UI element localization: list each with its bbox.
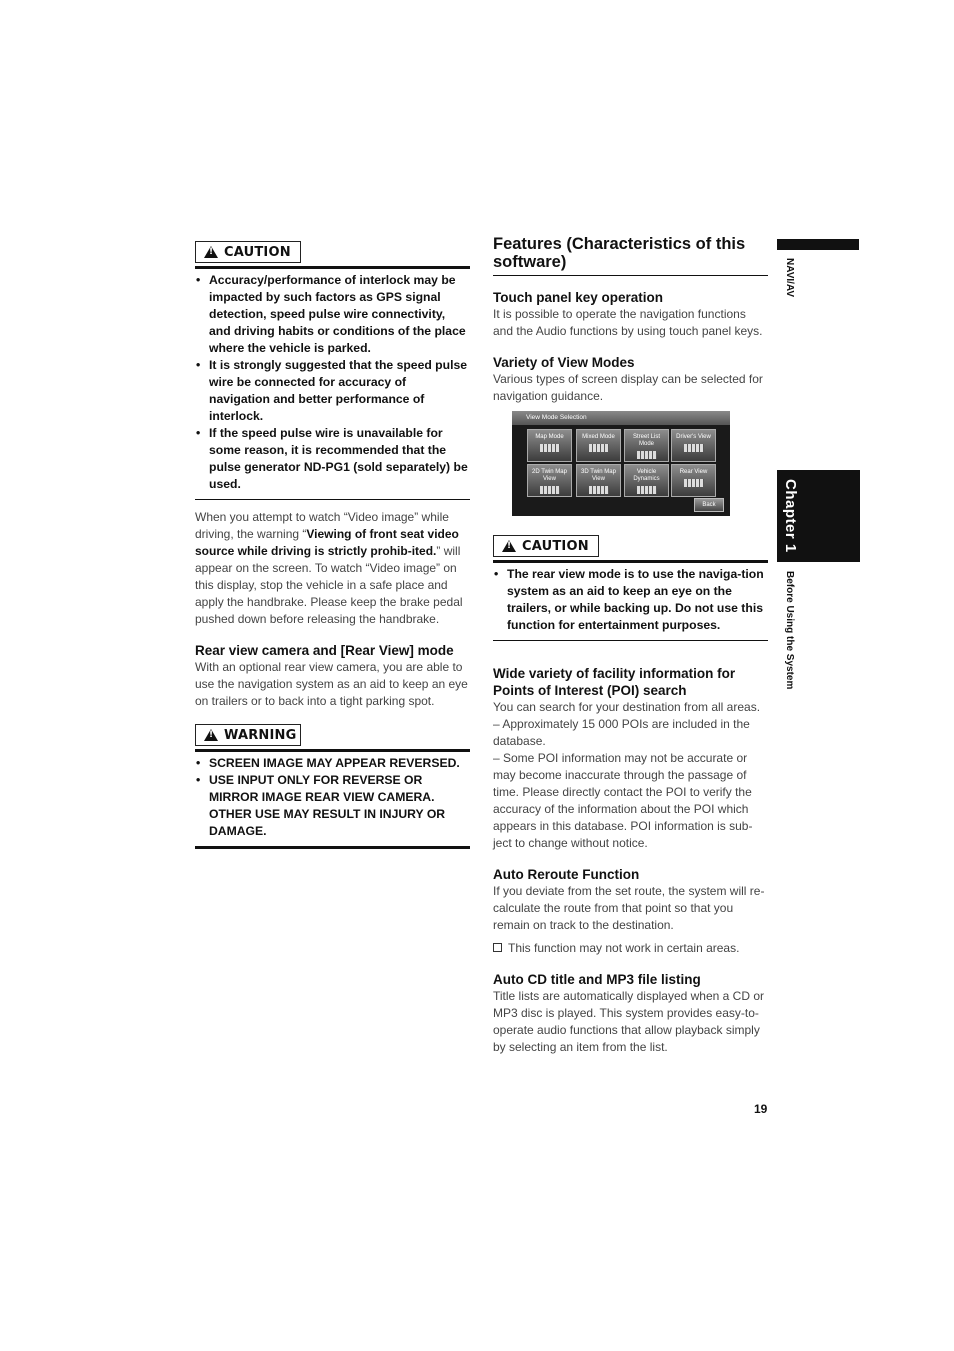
page-number: 19 xyxy=(754,1102,768,1116)
video-warning-paragraph xyxy=(195,509,470,628)
rear-view-body: With an optional rear view camera, you are able to use the navigation system as an aid to keep an eye on trailers or to back into a tight parking spot. xyxy=(195,660,468,708)
screen-title: View Mode Selection xyxy=(512,411,730,425)
warning-label xyxy=(195,724,301,746)
tile-label: Driver's View xyxy=(676,434,711,440)
tile-mixed-mode xyxy=(576,429,621,462)
view-modes-heading: Variety of View Modes xyxy=(493,355,635,370)
touch-panel-body: It is possible to operate the navigation functions and the Audio functions by using touch panel keys. xyxy=(493,307,763,338)
reroute-body: If you deviate from the set route, the system will re-calculate the route from that point so that you remain on track to the destination. xyxy=(493,884,765,932)
caution-label-2 xyxy=(493,535,599,557)
tile-street-list-mode xyxy=(624,429,669,462)
tile-2d-twin-map xyxy=(527,464,572,497)
tile-label: Map Mode xyxy=(535,434,564,440)
reroute-heading: Auto Reroute Function xyxy=(493,867,640,882)
tile-label: Rear View xyxy=(679,469,708,475)
reroute-note xyxy=(493,940,768,957)
tile-label: Street List Mode xyxy=(632,434,660,447)
tile-drivers-view xyxy=(671,429,716,462)
warning-box xyxy=(195,749,470,849)
tile-preview-icon xyxy=(637,451,657,459)
view-modes-body: Various types of screen display can be selected for navigation guidance. xyxy=(493,372,763,403)
right-column xyxy=(493,235,768,1056)
caution-label-text: CAUTION xyxy=(224,244,291,260)
tile-preview-icon xyxy=(637,486,657,494)
warning-item: • USE INPUT ONLY FOR REVERSE OR MIRROR IMAGE REAR VIEW CAMERA. OTHER USE MAY RESULT IN INJURY OR DAMAGE. xyxy=(195,772,470,840)
left-column xyxy=(195,241,470,849)
caution-label-text: CAUTION xyxy=(522,538,589,554)
cd-body: Title lists are automatically displayed when a CD or MP3 disc is played. This system provides easy-to-operate audio functions that allow playback simply by selecting an item from the list. xyxy=(493,989,765,1054)
tile-rear-view xyxy=(671,464,716,497)
poi-heading: Wide variety of facility information for Points of Interest (POI) search xyxy=(493,666,736,698)
tile-vehicle-dynamics xyxy=(624,464,669,497)
caution-item: • The rear view mode is to use the naviga-tion system as an aid to keep an eye on the trailers, or while backing up. Do not use this function for entertainment purposes. xyxy=(493,566,768,634)
caution-item: • If the speed pulse wire is unavailable for some reason, it is recommended that the pulse generator ND-PG1 (sold separately) be used. xyxy=(195,425,470,493)
tile-preview-icon xyxy=(589,486,609,494)
note-checkbox-icon xyxy=(493,943,502,952)
tile-map-mode xyxy=(527,429,572,462)
rear-view-heading: Rear view camera and [Rear View] mode xyxy=(195,643,454,658)
cd-heading: Auto CD title and MP3 file listing xyxy=(493,972,701,987)
section-label: Before Using the System xyxy=(784,571,795,690)
side-navi-av-label: NAVI/AV xyxy=(784,258,795,298)
warning-item: • SCREEN IMAGE MAY APPEAR REVERSED. xyxy=(195,755,470,772)
video-para-bold: Viewing of front seat video source while driving is strictly prohib-ited. xyxy=(195,527,459,558)
caution-list xyxy=(195,272,470,493)
caution-item: • It is strongly suggested that the speed pulse wire be connected for accuracy of navigation and better performance of interlock. xyxy=(195,357,470,425)
features-heading: Features (Characteristics of this software) xyxy=(493,235,768,276)
poi-body: You can search for your destination from all areas. xyxy=(493,700,761,714)
tile-label: 2D Twin Map View xyxy=(532,469,567,482)
tile-preview-icon xyxy=(540,486,560,494)
poi-body-2: – Approximately 15 000 POIs are included in the database. xyxy=(493,717,750,748)
caution-list-2 xyxy=(493,566,768,634)
tile-label: Vehicle Dynamics xyxy=(633,469,660,482)
tile-preview-icon xyxy=(540,444,560,452)
tile-label: Mixed Mode xyxy=(582,434,615,440)
chapter-label: Chapter 1 xyxy=(782,479,799,553)
tile-label: 3D Twin Map View xyxy=(581,469,616,482)
warning-label-text: WARNING xyxy=(224,727,297,743)
caution-box xyxy=(195,266,470,500)
screen-back-button: Back xyxy=(694,498,724,512)
warning-triangle-icon xyxy=(502,540,516,552)
touch-panel-heading: Touch panel key operation xyxy=(493,290,664,305)
caution-label xyxy=(195,241,301,263)
tile-preview-icon xyxy=(684,479,704,487)
tile-3d-twin-map xyxy=(576,464,621,497)
tile-preview-icon xyxy=(684,444,704,452)
view-mode-screenshot xyxy=(512,411,730,516)
video-para-text-b: ” will appear on the screen. To watch “Video image” on this display, stop the vehicle in a safe place and apply the handbrake. Please keep the brake pedal pushed down before releasing the handbrake. xyxy=(195,544,463,626)
caution-item: • Accuracy/performance of interlock may be impacted by such factors as GPS signal detection, speed pulse wire connectivity, and driving habits or conditions of the place where the vehicle is parked. xyxy=(195,272,470,357)
warning-triangle-icon xyxy=(204,729,218,741)
caution-box-2 xyxy=(493,560,768,641)
tile-preview-icon xyxy=(589,444,609,452)
warning-triangle-icon xyxy=(204,246,218,258)
poi-body-3: – Some POI information may not be accurate or may become inaccurate through the passage of time. Please directly contact the POI to verify the accuracy of the information about the POI which appears in this database. POI information is sub-ject to change without notice. xyxy=(493,751,753,850)
video-para-text-a: When you attempt to watch “Video image” while driving, the warning “ xyxy=(195,510,449,541)
reroute-note-text: This function may not work in certain areas. xyxy=(508,941,740,955)
warning-list xyxy=(195,755,470,840)
side-tab-bar xyxy=(777,239,859,250)
